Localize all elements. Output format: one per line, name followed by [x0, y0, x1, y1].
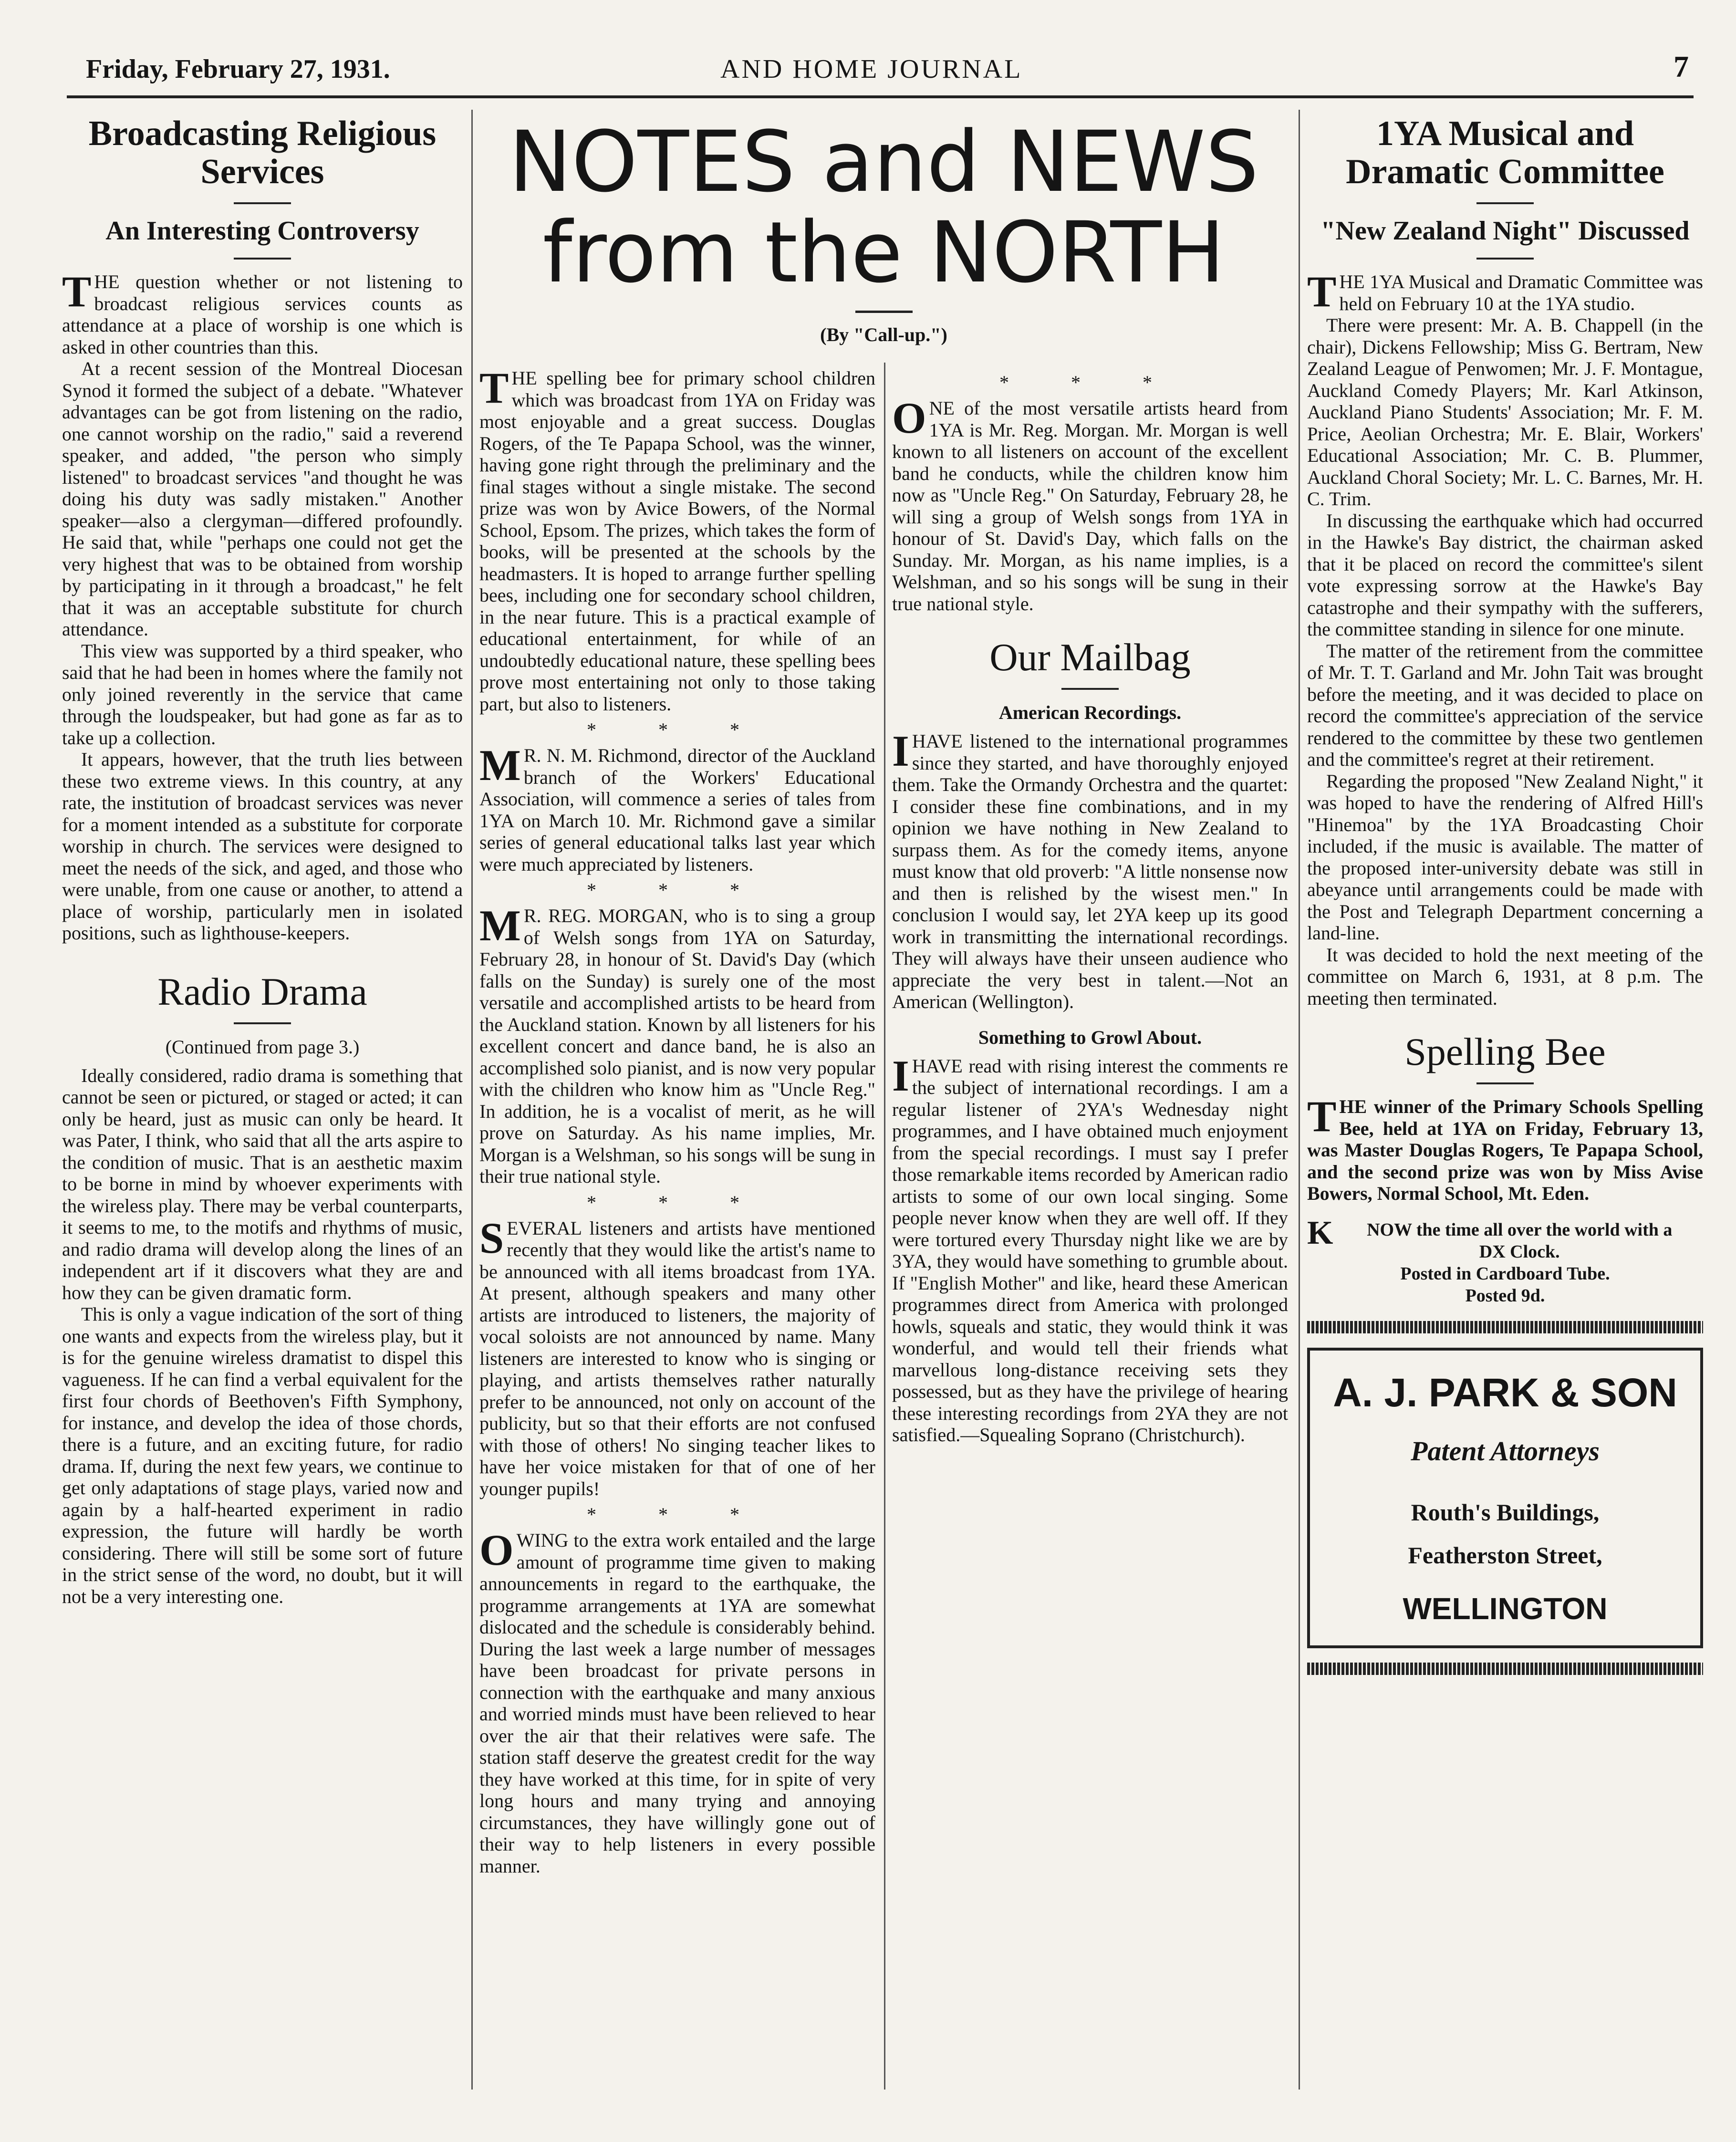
column-1: [62, 110, 463, 2090]
drop-cap: S: [479, 1213, 504, 1262]
column-divider: [1299, 110, 1300, 2090]
drop-cap: M: [479, 901, 521, 950]
note-paragraph: [479, 741, 875, 875]
drama-paragraph: This is only a vague indication of the sort of thing one wants and expects from the wireless play, but it is for the genuine wireless dramatist to dispel this vagueness. If he can find a verbal equivalent for the first four chords of Beethoven's Fifth Symphony, for instance, and develop the idea of those chords, there is a future, and an exciting future, for radio drama. If, during the next few years, we continue to get only adaptations of stage plays, varied now and again by a half-hearted experiment in radio expression, the future will hardly be worth considering. There will still be some sort of future in the strict sense of the word, no doubt, but it will not be a very interesting one.: [62, 1303, 463, 1607]
separator-stars: * * *: [587, 719, 768, 740]
column-divider: [471, 110, 473, 2090]
separator-stars: * * *: [587, 879, 768, 901]
committee-paragraph: It was decided to hold the next meeting of the committee on March 6, 1931, at 8 p.m. The meeting then terminated.: [1307, 944, 1703, 1009]
header-rule: [67, 95, 1694, 98]
ad-firm-subtitle: Patent Attorneys: [1411, 1435, 1600, 1466]
ad-address-line: Featherston Street,: [1408, 1541, 1602, 1569]
paragraph-text: HE 1YA Musical and Dramatic Committee was held on February 10 at the 1YA studio.: [1339, 271, 1703, 314]
drop-cap: T: [1307, 1092, 1337, 1141]
letter-heading: American Recordings.: [998, 702, 1182, 723]
committee-paragraph: In discussing the earthquake which had occurred in the Hawke's Bay district, the chairman asked that it be placed on record the committee's silent vote expressing sorrow at the Hawke's Bay catastrophe and their sympathy with the sufferers, the committee standing in silence for one minute.: [1307, 510, 1703, 640]
note-paragraph: [479, 1213, 875, 1500]
section-rule: [1476, 258, 1534, 260]
section-rule: [234, 202, 291, 204]
paragraph-text: HE spelling bee for primary school children which was broadcast from 1YA on Friday was most enjoyable and a great success. Douglas Rogers, of the Te Papapa School, was the winner, having gone right through the preliminary and the final stages without a single mistake. The second prize was won by Avice Bowers, of the Normal School, Epsom. The prizes, which takes the form of books, will be presented at the schools by the headmasters. It is hoped to arrange further spelling bees, including one for secondary school children, in the near future. This is a practical example of educational entertainment, for while of an undoubtedly educational nature, these spelling bees prove most entertaining not only to those taking part, but also to listeners.: [479, 367, 875, 715]
drop-cap: O: [479, 1526, 514, 1574]
page-number: 7: [1674, 50, 1689, 83]
issue-date: Friday, February 27, 1931.: [86, 54, 390, 84]
religious-paragraph: At a recent session of the Montreal Diocesan Synod it formed the subject of a debate. "Whatever advantages can be got from listening on the radio, one cannot worship on the radio," said a reverend speaker, and added, "the person who simply listened" to broadcast services "and thought he was doing his duty was sadly mistaken." Another speaker—also a clergyman—differed profoundly. He said that, while "perhaps one could not get the very highest that was to be obtained from worship by participating in it through a broadcast," he felt that it was an acceptable substitute for church attendance.: [62, 358, 463, 640]
religious-paragraph: [62, 267, 463, 358]
ad-city: WELLINGTON: [1403, 1591, 1608, 1626]
paragraph-text: EVERAL listeners and artists have mentioned recently that they would like the artist's name to be announced with all items broadcast from 1YA. At present, although speakers and many other artists are introduced to listeners, the majority of vocal soloists are not announced by name. Many listeners are interested to know who is singing or playing, and artists themselves rather naturally prefer to be announced, not only on account of the publicity, but so that their efforts are not confused with those of others! No singing teacher likes to have her voice mistaken for that of one of her younger pupils!: [479, 1217, 875, 1499]
ad-line: NOW the time all over the world with a: [1367, 1219, 1673, 1240]
park-son-ad: [1307, 1348, 1703, 1648]
ad-line: Posted 9d.: [1465, 1285, 1545, 1306]
drop-cap: I: [892, 727, 909, 775]
section-rule: [234, 258, 291, 260]
masthead-line-2: from the NORTH: [542, 204, 1225, 302]
paragraph-text: WING to the extra work entailed and the large amount of programme time given to making announcements in regard to the earthquake, the programme arrangements at 1YA are somewhat dislocated and the schedule is considerably behind. During the last week a large number of messages have been broadcast for private persons in connection with the earthquake and many anxious and worried minds must have been relieved to hear over the air that their relatives were safe. The station staff deserve the greatest credit for the way they have worked at this time, for in spite of very long hours and many trying and annoying circumstances, they have willingly gone out of their way to help listeners in every possible manner.: [479, 1529, 875, 1877]
column-4: [1307, 110, 1703, 2090]
section-rule: [1061, 688, 1119, 690]
paragraph-text: HAVE listened to the international programmes since they started, and have thoroughly enjoyed them. Take the Ormandy Orchestra and the quartet: I consider these fine combinations, and in my opinion we have nothing in New Zealand to surpass them. As for the comedy items, anyone must know that old proverb: "A little nonsense now and then is relished by the wisest men." In conclusion I would say, let 2YA keep up its good work in transmitting the international recordings. They will always have their unseen audience who appreciate the very best in talent.—Not an American (Wellington).: [892, 730, 1288, 1012]
note-paragraph: [479, 901, 875, 1187]
separator-stars: * * *: [587, 1191, 768, 1213]
committee-title: 1YA Musical and Dramatic Committee: [1346, 114, 1664, 191]
letter-heading: Something to Growl About.: [978, 1026, 1202, 1048]
drop-cap: M: [479, 741, 521, 790]
drop-cap: T: [62, 267, 92, 316]
drop-cap: O: [892, 394, 926, 442]
dx-clock-ad: [1307, 1214, 1703, 1307]
masthead-line-1: NOTES and NEWS: [509, 113, 1259, 211]
ad-border-stripe: [1307, 1321, 1703, 1333]
ad-line: DX Clock.: [1479, 1241, 1560, 1262]
paragraph-text: R. REG. MORGAN, who is to sing a group of Welsh songs from 1YA on Saturday, February 28, in honour of St. David's Day (which falls on the Sunday) is surely one of the most versatile and accomplished artists to be heard from the Auckland station. Known by all listeners for his excellent concert and dance band, he is also an accomplished solo pianist, and is now very popular with the children who know him as "Uncle Reg." In addition, he is a vocalist of merit, as he will prove on Saturday. As his name implies, Mr. Morgan is a Welshman, so his songs will be sung in their true national style.: [479, 905, 875, 1187]
paragraph-text: HAVE read with rising interest the comments re the subject of international recordings. I am a regular listener of 2YA's Wednesday night programmes, and I have obtained much enjoyment from the special recordings. I must say I prefer those remarkable items recorded by American radio artists to some of our own local singing. Some people never know when they are well off. If they were tortured every Thursday night like we are by 3YA, they would have something to grumble about. If "English Mother" and like, heard these American programmes direct from America with prolonged howls, squeals and static, they would think it was wonderful, and would tell their friends what marvellous long-distance receiving sets they possessed, but as they have the privilege of hearing these interesting recordings from 2YA they are not satisfied.—Squealing Soprano (Christchurch).: [892, 1055, 1288, 1445]
committee-paragraph: The matter of the retirement from the committee of Mr. T. T. Garland and Mr. John Tait was brought before the meeting, and it was decided to place on record the committee's appreciation of the service rendered to the committee by these two gentlemen and the committee's regret at their retirement.: [1307, 640, 1703, 770]
column-2: [479, 367, 875, 2090]
separator-stars: * * *: [999, 372, 1181, 393]
note-paragraph: [892, 394, 1288, 614]
drop-cap: T: [479, 367, 509, 412]
religious-paragraph: It appears, however, that the truth lies between these two extreme views. In this country, at any rate, the institution of broadcast services was never for a moment intended as a substitute for corporate worship in church. The services were designed to meet the needs of the sick, and aged, and those who were unable, from one cause or another, to attend a place of worship, particularly men in isolated positions, such as lighthouse-keepers.: [62, 749, 463, 944]
drop-cap: T: [1307, 267, 1337, 316]
continued-note: (Continued from page 3.): [165, 1036, 360, 1058]
masthead-rule: [855, 311, 913, 313]
masthead: [479, 107, 1288, 355]
ad-line: Posted in Cardboard Tube.: [1400, 1263, 1610, 1284]
committee-paragraph: There were present: Mr. A. B. Chappell (in the chair), Dickens Fellowship; Miss G. Bertram, New Zealand League of Penwomen; Mr. J. F. Montague, Auckland Comedy Players; Mr. Karl Atkinson, Auckland Piano Students' Association; Mr. F. M. Price, Aeolian Orchestra; Mr. E. Blair, Workers' Educational Association; Mr. C. B. Plummer, Auckland Choral Society; Mr. L. C. Barnes, Mr. H. C. Trim.: [1307, 314, 1703, 510]
drama-paragraph: Ideally considered, radio drama is something that cannot be seen or pictured, or staged or acted; it can only be heard, just as music can only be heard. It was Pater, I think, who said that all the arts aspire to the condition of music. That is an aesthetic maxim to be borne in mind by whoever experiments with the wireless play. There may be verbal counterparts, it seems to me, to the motifs and rhythms of music, and radio drama will develop along the lines of an independent art if it discovers what they are and how they can be given dramatic form.: [62, 1064, 463, 1303]
committee-paragraph: Regarding the proposed "New Zealand Night," it was hoped to have the rendering of Alfred Hill's "Hinemoa" by the 1YA Broadcasting Choir included, if the music is available. The matter of the proposed inter-university debate was still in abeyance until arrangements could be made with the Post and Telegraph Department concerning a land-line.: [1307, 770, 1703, 944]
ad-address-line: Routh's Buildings,: [1411, 1498, 1600, 1526]
drop-cap: I: [892, 1051, 909, 1100]
paragraph-text: NE of the most versatile artists heard from 1YA is Mr. Reg. Morgan. Mr. Morgan is well known to all listeners on account of the excellent band he conducts, while the children know him now as "Uncle Reg." On Saturday, February 28, he will sing a group of Welsh songs from 1YA in honour of St. David's Day, which falls on the Sunday. Mr. Morgan, as his name implies, is a Welshman, and so his songs will be sung in their true national style.: [892, 397, 1288, 614]
religious-paragraph: This view was supported by a third speaker, who said that he had been in homes where the family not only joined reverently in the service that came through the loudspeaker, but had gone as far as to take up a collection.: [62, 640, 463, 749]
letter-paragraph: [892, 1051, 1288, 1446]
section-rule: [1476, 202, 1534, 204]
paper-name: AND HOME JOURNAL: [720, 54, 1023, 84]
page-header: [67, 45, 1694, 88]
religious-subtitle: An Interesting Controversy: [105, 216, 419, 246]
letter-paragraph: [892, 727, 1288, 1013]
column-divider: [884, 363, 885, 2090]
note-paragraph: [479, 1526, 875, 1877]
section-rule: [234, 1022, 291, 1024]
drop-cap: K: [1307, 1214, 1333, 1251]
paragraph-text: HE winner of the Primary Schools Spelling Bee, held at 1YA on Friday, February 13, was Master Douglas Rogers, Te Papapa School, and the second prize was won by Miss Avise Bowers, Normal School, Mt. Eden.: [1307, 1096, 1703, 1204]
paragraph-text: R. N. M. Richmond, director of the Auckland branch of the Workers' Educational Association, will commence a series of tales from 1YA on March 10. Mr. Richmond gave a similar series of general educational talks last year which were much appreciated by listeners.: [479, 745, 875, 875]
separator-stars: * * *: [587, 1504, 768, 1525]
ad-border-stripe: [1307, 1663, 1703, 1675]
committee-paragraph: [1307, 267, 1703, 316]
ad-firm-name: A. J. PARK & SON: [1333, 1370, 1677, 1415]
byline: (By "Call-up."): [820, 324, 947, 345]
committee-subtitle: "New Zealand Night" Discussed: [1320, 216, 1690, 246]
religious-title: Broadcasting Religious Services: [88, 114, 437, 191]
note-paragraph: [479, 367, 875, 715]
spelling-title: Spelling Bee: [1404, 1030, 1606, 1073]
paragraph-text: HE question whether or not listening to broadcast religious services counts as attendance at a place of worship is one which is asked in other countries than this.: [62, 271, 463, 358]
mailbag-title: Our Mailbag: [989, 635, 1191, 679]
drama-title: Radio Drama: [157, 969, 367, 1013]
column-3: [892, 367, 1288, 2090]
spelling-paragraph: [1307, 1092, 1703, 1205]
section-rule: [1476, 1082, 1534, 1084]
